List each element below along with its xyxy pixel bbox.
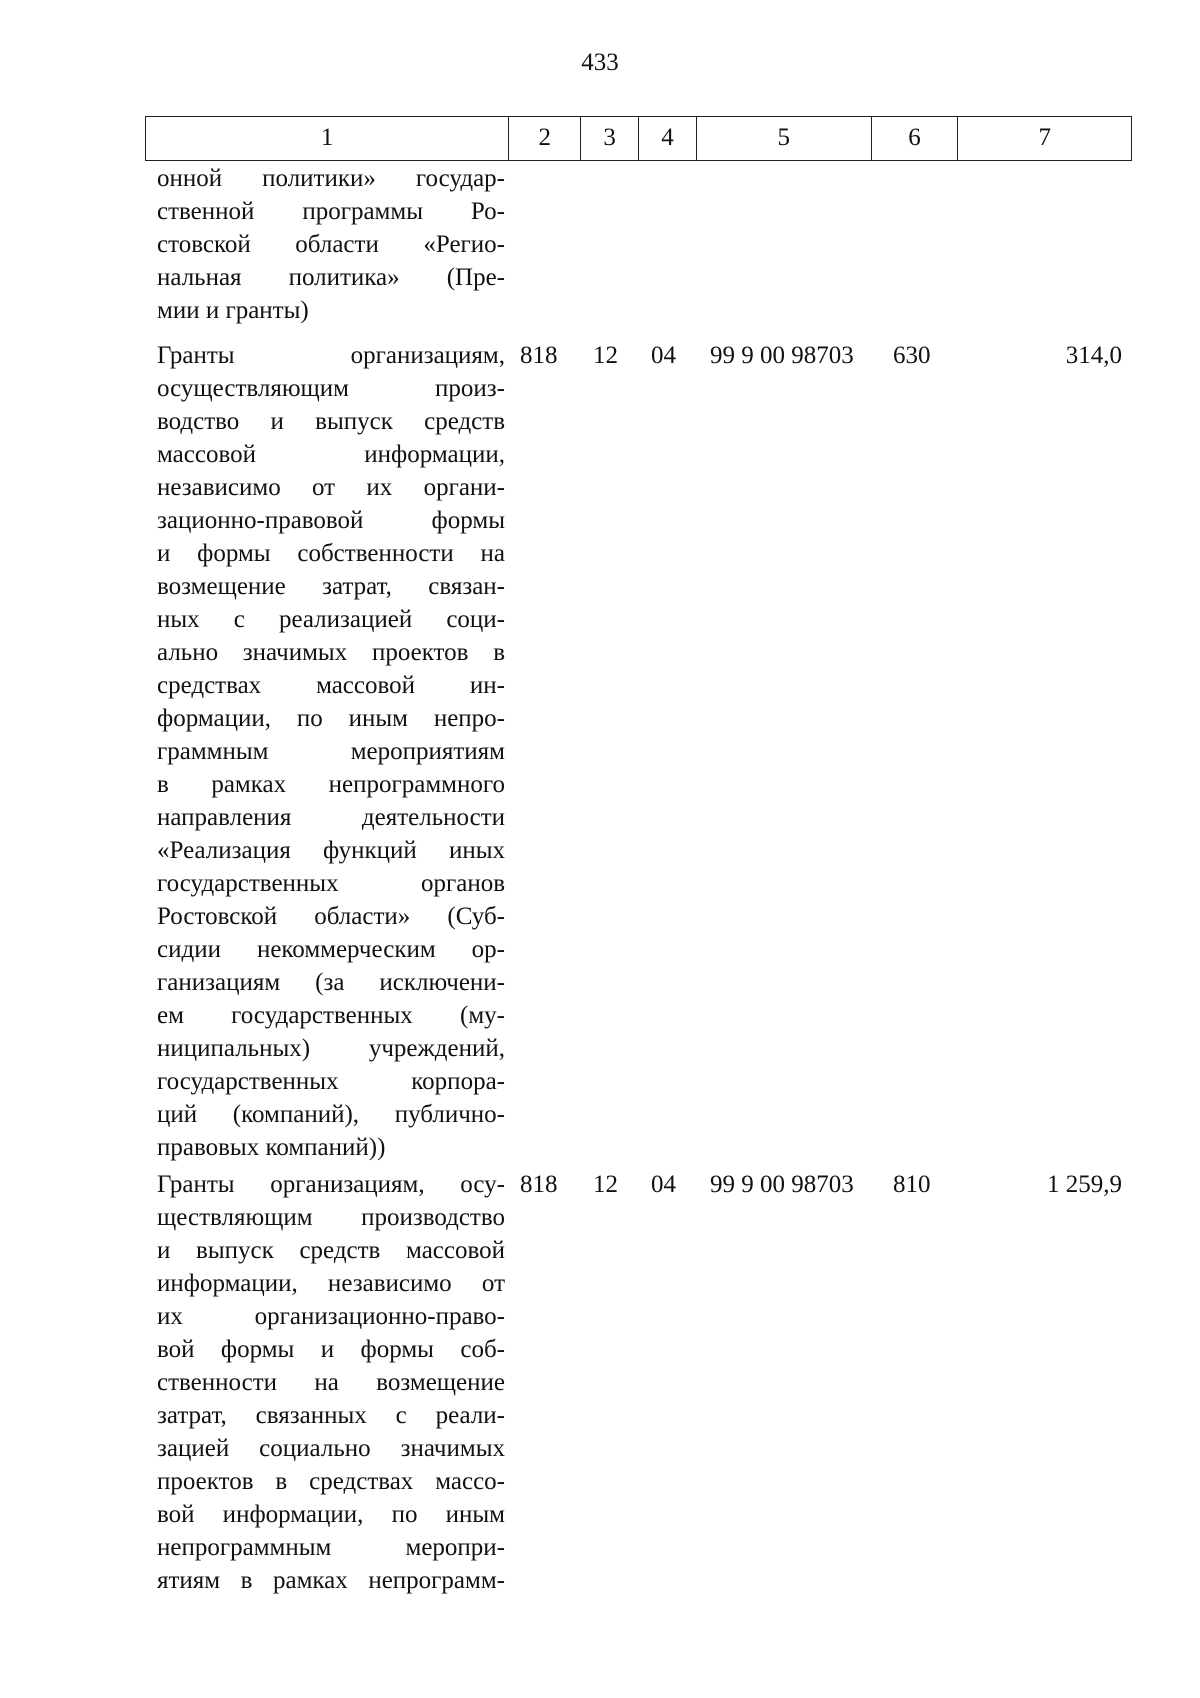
cell-col-2: 818 — [520, 342, 558, 369]
desc-line: зационно-правовой формы — [157, 507, 505, 534]
desc-line: Гранты организациям, — [157, 342, 505, 369]
row-description — [157, 162, 505, 327]
desc-line: ществляющим производство — [157, 1204, 505, 1231]
table-header — [145, 116, 1132, 161]
column-header-7: 7 — [957, 117, 1131, 160]
cell-col-7: 1 259,9 — [1047, 1171, 1122, 1198]
desc-line: Гранты организациям, осу- — [157, 1171, 505, 1198]
desc-line: ем государственных (му- — [157, 1002, 505, 1029]
desc-line: сидии некоммерческим ор- — [157, 936, 505, 963]
desc-line: их организационно-право- — [157, 1303, 505, 1330]
column-header-4: 4 — [638, 117, 696, 160]
cell-col-5: 99 9 00 98703 — [710, 342, 854, 369]
desc-line: граммным мероприятиям — [157, 738, 505, 765]
desc-line: в рамках непрограммного — [157, 771, 505, 798]
cell-col-3: 12 — [593, 342, 618, 369]
desc-line: средствах массовой ин- — [157, 672, 505, 699]
desc-line: и формы собственности на — [157, 540, 505, 567]
row-description — [157, 1168, 505, 1597]
desc-line: массовой информации, — [157, 441, 505, 468]
desc-line: мии и гранты) — [157, 297, 309, 324]
desc-line: независимо от их органи- — [157, 474, 505, 501]
desc-line: информации, независимо от — [157, 1270, 505, 1297]
cell-col-4: 04 — [651, 342, 676, 369]
column-header-2: 2 — [508, 117, 580, 160]
desc-line: и выпуск средств массовой — [157, 1237, 505, 1264]
desc-line: зацией социально значимых — [157, 1435, 505, 1462]
desc-line: государственных корпора- — [157, 1068, 505, 1095]
desc-line: осуществляющим произ- — [157, 375, 505, 402]
cell-col-3: 12 — [593, 1171, 618, 1198]
column-header-1: 1 — [320, 124, 334, 151]
cell-col-6: 810 — [893, 1171, 931, 1198]
desc-line: Ростовской области» (Суб- — [157, 903, 505, 930]
desc-line: ций (компаний), публично- — [157, 1101, 505, 1128]
desc-line: затрат, связанных с реали- — [157, 1402, 505, 1429]
desc-line: ганизациям (за исключени- — [157, 969, 505, 996]
desc-line: формации, по иным непро- — [157, 705, 505, 732]
column-header-6: 6 — [871, 117, 958, 160]
desc-line: проектов в средствах массо- — [157, 1468, 505, 1495]
desc-line: возмещение затрат, связан- — [157, 573, 505, 600]
desc-line: «Реализация функций иных — [157, 837, 505, 864]
desc-line: онной политики» государ- — [157, 165, 505, 192]
desc-line: вой формы и формы соб- — [157, 1336, 505, 1363]
desc-line: ально значимых проектов в — [157, 639, 505, 666]
row-description — [157, 339, 505, 1164]
desc-line: стовской области «Регио- — [157, 231, 505, 258]
desc-line: вой информации, по иным — [157, 1501, 505, 1528]
cell-col-5: 99 9 00 98703 — [710, 1171, 854, 1198]
cell-col-4: 04 — [651, 1171, 676, 1198]
desc-line: государственных органов — [157, 870, 505, 897]
column-header-3: 3 — [580, 117, 638, 160]
desc-line: ственности на возмещение — [157, 1369, 505, 1396]
page-number: 433 — [581, 49, 619, 76]
column-header-5: 5 — [696, 117, 871, 160]
desc-line: водство и выпуск средств — [157, 408, 505, 435]
cell-col-2: 818 — [520, 1171, 558, 1198]
desc-line: нальная политика» (Пре- — [157, 264, 505, 291]
desc-line: правовых компаний)) — [157, 1134, 386, 1161]
desc-line: непрограммным меропри- — [157, 1534, 505, 1561]
cell-col-6: 630 — [893, 342, 931, 369]
cell-col-7: 314,0 — [1065, 342, 1122, 369]
desc-line: ятиям в рамках непрограмм- — [157, 1567, 505, 1594]
desc-line: ниципальных) учреждений, — [157, 1035, 505, 1062]
desc-line: ных с реализацией соци- — [157, 606, 505, 633]
desc-line: ственной программы Ро- — [157, 198, 505, 225]
desc-line: направления деятельности — [157, 804, 505, 831]
